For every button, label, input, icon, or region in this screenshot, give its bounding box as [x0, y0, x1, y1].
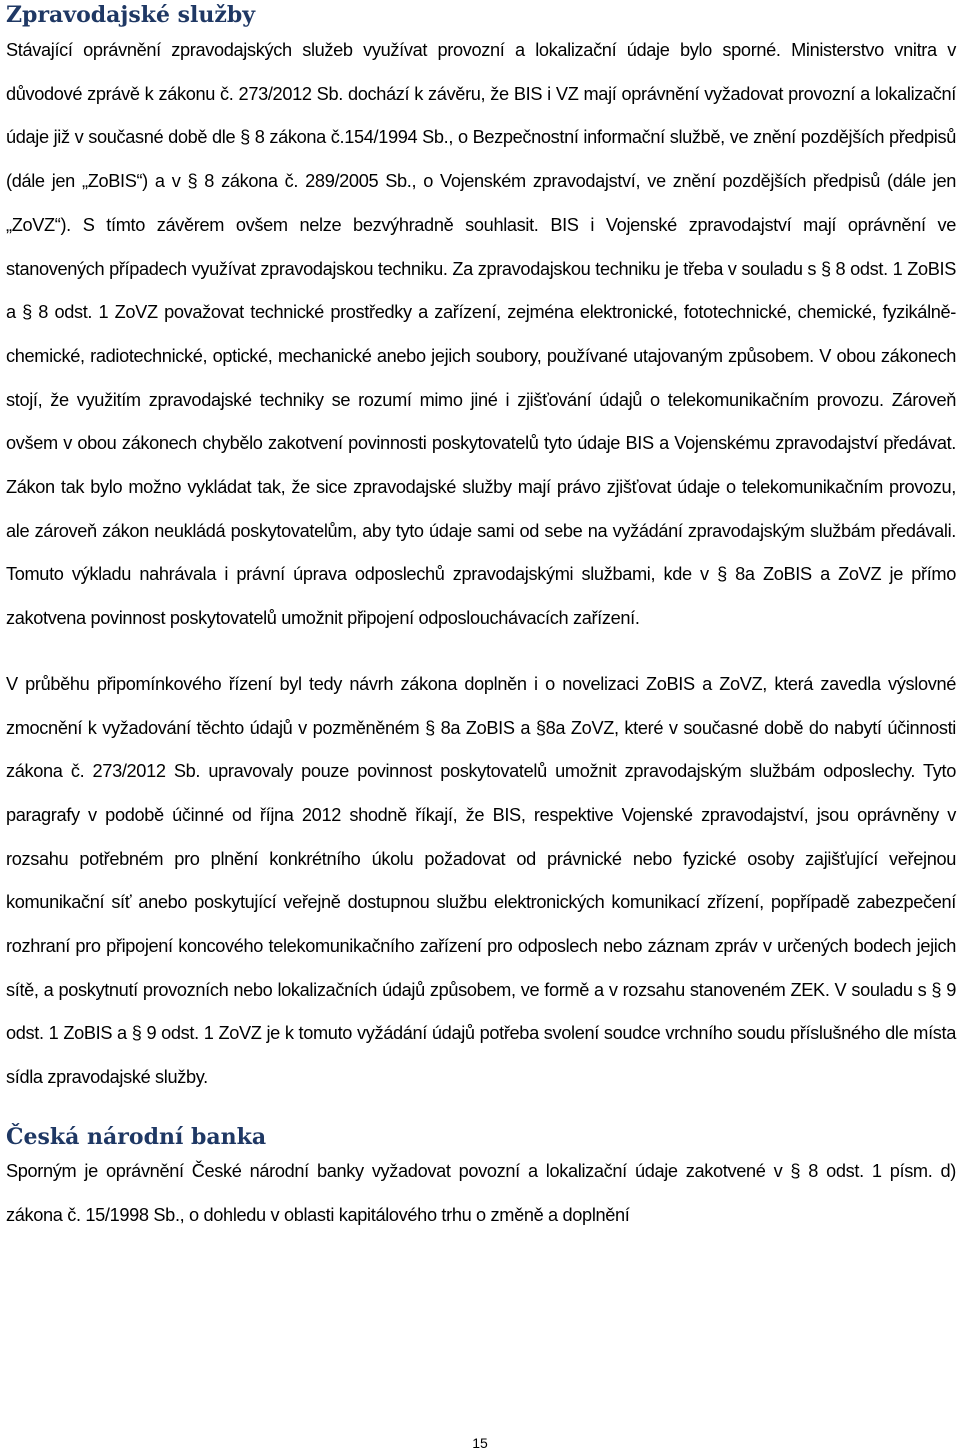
section-heading: Česká národní banka: [6, 1123, 267, 1150]
document-page: [6, 0, 956, 1237]
page-number: 15: [472, 1435, 488, 1451]
paragraph: Sporným je oprávnění České národní banky vyžadovat povozní a lokalizační údaje zakotvené v § 8 odst. 1 písm. d) zákona č. 15/1998 Sb., o dohledu v oblasti kapitálového trhu o změně a doplnění: [6, 1160, 956, 1225]
paragraph: V průběhu připomínkového řízení byl tedy návrh zákona doplněn i o novelizaci ZoBIS a ZoVZ, která zavedla výslovné zmocnění k vyžadování těchto údajů v pozměněném § 8a ZoBIS a §8a ZoVZ, které v současné době do nabytí účinnosti zákona č. 273/2012 Sb. upravovaly pouze povinnost poskytovatelů umožnit zpravodajským službám odposlechy. Tyto paragrafy v podobě účinné od října 2012 shodně říkají, že BIS, respektive Vojenské zpravodajství, jsou oprávněny v rozsahu potřebném pro plnění konkrétního úkolu požadovat od právnické nebo fyzické osoby zajišťující veřejnou komunikační síť anebo poskytující veřejně dostupnou službu elektronických komunikací zřízení, popřípadě zabezpečení rozhraní pro připojení koncového telekomunikačního zařízení pro odposlech nebo záznam zpráv v určených bodech jejich sítě, a poskytnutí provozních nebo lokalizačních údajů způsobem, ve formě a v rozsahu stanoveném ZEK. V souladu s § 9 odst. 1 ZoBIS a § 9 odst. 1 ZoVZ je k tomuto vyžádání údajů potřeba svolení soudce vrchního soudu příslušného dle místa sídla zpravodajské služby.: [6, 673, 956, 1088]
paragraph: Stávající oprávnění zpravodajských služeb využívat provozní a lokalizační údaje bylo sporné. Ministerstvo vnitra v důvodové zprávě k zákonu č. 273/2012 Sb. dochází k závěru, že BIS i VZ mají oprávnění vyžadovat provozní a lokalizační údaje již v současné době dle § 8 zákona č.154/1994 Sb., o Bezpečnostní informační službě, ve znění pozdějších předpisů (dále jen „ZoBIS“) a v § 8 zákona č. 289/2005 Sb., o Vojenském zpravodajství, ve znění pozdějších předpisů (dále jen „ZoVZ“). S tímto závěrem ovšem nelze bezvýhradně souhlasit. BIS i Vojenské zpravodajství mají oprávnění ve stanovených případech využívat zpravodajskou techniku. Za zpravodajskou techniku je třeba v souladu s § 8 odst. 1 ZoBIS a § 8 odst. 1 ZoVZ považovat technické prostředky a zařízení, zejména elektronické, fototechnické, chemické, fyzikálně-chemické, radiotechnické, optické, mechanické anebo jejich soubory, používané utajovaným způsobem. V obou zákonech stojí, že využitím zpravodajské techniky se rozumí mimo jiné i zjišťování údajů o telekomunikačním provozu. Zároveň ovšem v obou zákonech chybělo zakotvení povinnosti poskytovatelů tyto údaje BIS a Vojenskému zpravodajství předávat. Zákon tak bylo možno vykládat tak, že sice zpravodajské služby mají právo zjišťovat údaje o telekomunikačním provozu, ale zároveň zákon neukládá poskytovatelům, aby tyto údaje sami od sebe na vyžádání zpravodajským službám předávali. Tomuto výkladu nahrávala i právní úprava odposlechů zpravodajskými službami, kde v § 8a ZoBIS a ZoVZ je přímo zakotvena povinnost poskytovatelů umožnit připojení odposlouchávacích zařízení.: [6, 40, 956, 629]
section-heading: Zpravodajské služby: [6, 2, 256, 28]
